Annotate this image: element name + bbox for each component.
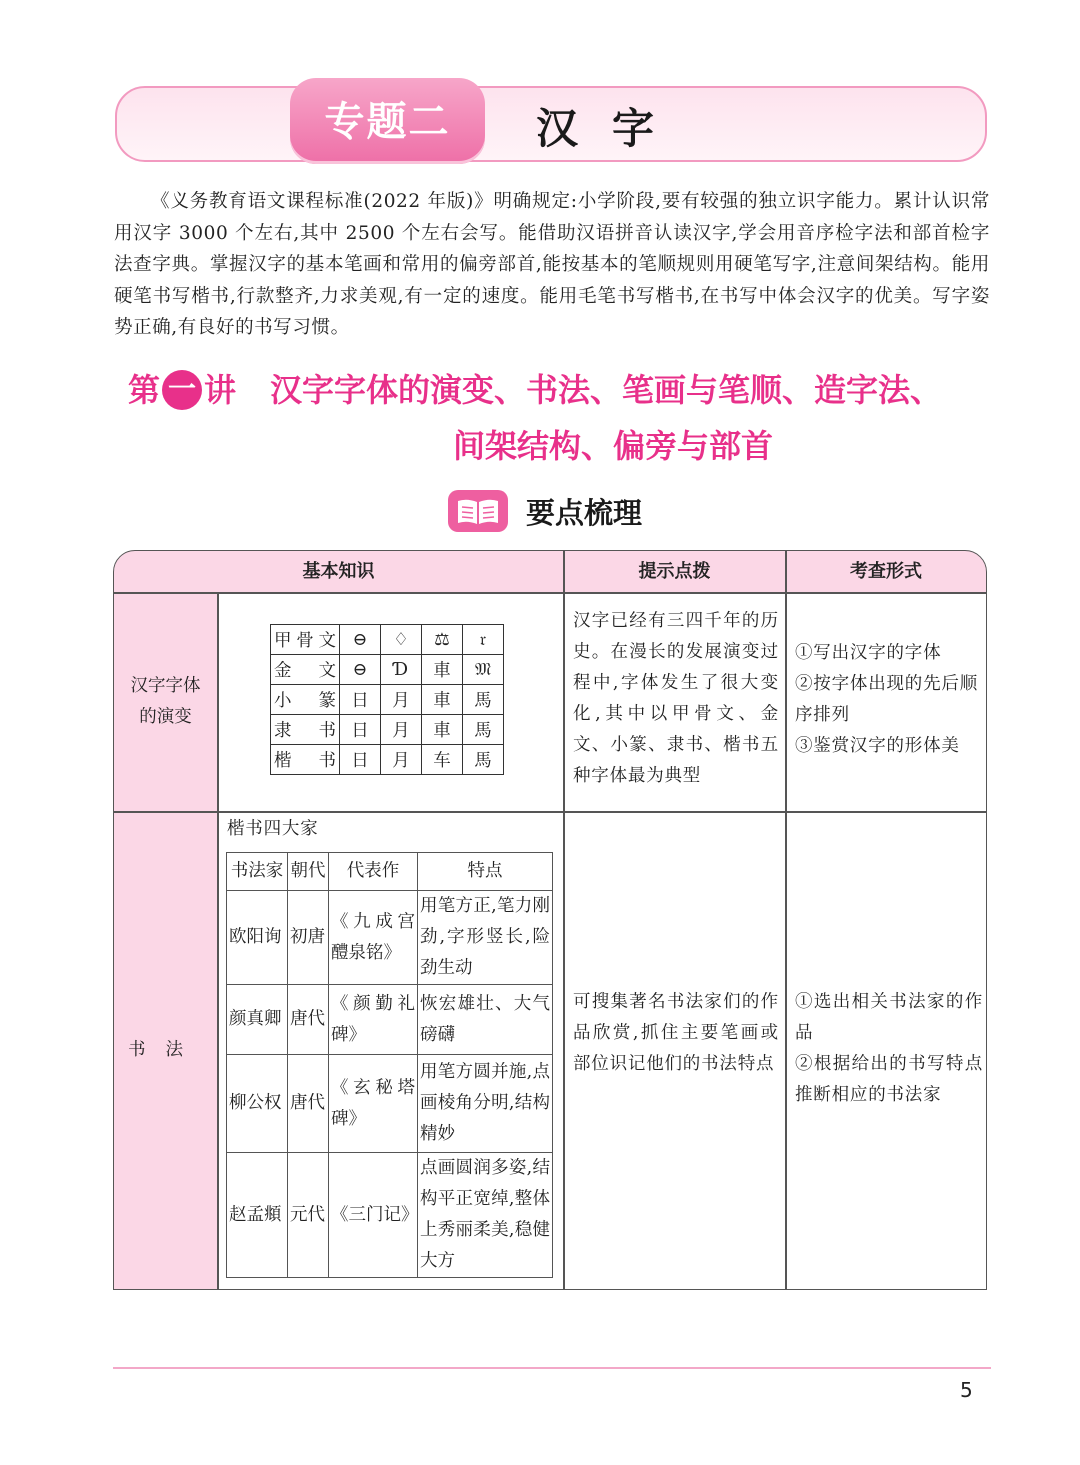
calligrapher-work: 《九成宫醴泉铭》 (329, 891, 418, 985)
calligraphy-tip: 可搜集著名书法家们的作品欣赏,抓住主要笔画或部位识记他们的书法特点 (573, 992, 779, 1074)
calligrapher-work: 《三门记》 (329, 1153, 418, 1278)
glyph-moon: Ɗ (381, 655, 422, 685)
calligrapher-dynasty: 初唐 (288, 891, 329, 985)
glyph-cart: ⚖ (422, 625, 463, 655)
keypoints-title: 要点梳理 (526, 495, 643, 530)
table-row (271, 715, 504, 745)
evolution-exam (795, 638, 983, 762)
script-name: 甲骨文 (271, 625, 340, 655)
glyph-horse: 馬 (463, 745, 504, 775)
column-header: 代表作 (329, 853, 418, 891)
lecture-title-line2: 间架结构、偏旁与部首 (452, 427, 773, 465)
calligrapher-dynasty: 唐代 (288, 1055, 329, 1153)
calligraphy-exam (795, 987, 983, 1111)
calligrapher-name: 欧阳询 (227, 891, 288, 985)
topic-title: 汉字 (536, 104, 689, 153)
lecture-suffix: 讲 (204, 371, 237, 409)
glyph-horse: 𝔯 (463, 625, 504, 655)
column-header: 特点 (418, 853, 553, 891)
glyph-moon: 月 (381, 685, 422, 715)
divider (113, 592, 987, 594)
exam-item: ②根据给出的书写特点推断相应的书法家 (795, 1054, 983, 1105)
divider (217, 592, 219, 1290)
script-name: 隶书 (271, 715, 340, 745)
intro-paragraph: 《义务教育语文课程标准(2022 年版)》明确规定:小学阶段,要有较强的独立识字能力。累计认识常用汉字 3000 个左右,其中 2500 个左右会写。能借助汉语拼音认读汉字,学会用音序检字法和部首检字法查字典。掌握汉字的基本笔画和常用的偏旁部首,能按基本的笔顺规则用硬笔写字,注意间架结构。能用硬笔书写楷书,行款整齐,力求美观,有一定的速度。能用毛笔书写楷书,在书写中体会汉字的优美。写字姿势正确,有良好的书写习惯。 (114, 191, 990, 338)
exam-item: ③鉴赏汉字的形体美 (795, 736, 960, 756)
glyph-sun: ⊖ (340, 625, 381, 655)
script-name: 楷书 (271, 745, 340, 775)
script-name: 小篆 (271, 685, 340, 715)
glyph-sun: 日 (340, 745, 381, 775)
row-label-evolution: 汉字字体的演变 (114, 593, 217, 811)
divider (563, 550, 565, 1290)
calligrapher-dynasty: 元代 (288, 1153, 329, 1278)
table-row (227, 853, 553, 891)
table-row (271, 685, 504, 715)
glyph-cart: 车 (422, 745, 463, 775)
table-row (227, 1055, 553, 1153)
divider (785, 550, 787, 1290)
row-label-calligraphy: 书法 (114, 812, 217, 1289)
lecture-heading (128, 362, 988, 474)
calligrapher-name: 柳公权 (227, 1055, 288, 1153)
table-row (271, 745, 504, 775)
glyph-sun: ⊖ (340, 655, 381, 685)
calligrapher-feature: 用笔方正,笔力刚劲,字形竖长,险劲生动 (418, 891, 553, 985)
table-row (227, 1153, 553, 1278)
calligrapher-feature: 用笔方圆并施,点画棱角分明,结构精妙 (418, 1055, 553, 1153)
table-row (227, 891, 553, 985)
glyph-sun: 日 (340, 715, 381, 745)
glyph-cart: ⾞ (422, 655, 463, 685)
calligrapher-dynasty: 唐代 (288, 985, 329, 1055)
calligrapher-feature: 恢宏雄壮、大气磅礴 (418, 985, 553, 1055)
exam-item: ②按字体出现的先后顺序排列 (795, 674, 978, 725)
glyph-horse: 馬 (463, 685, 504, 715)
table-row (271, 655, 504, 685)
glyph-moon: 月 (381, 715, 422, 745)
glyph-sun: 日 (340, 685, 381, 715)
keypoints-heading (448, 490, 642, 532)
table-header-basic: 基本知识 (114, 550, 563, 592)
glyph-cart: 車 (422, 715, 463, 745)
exam-item: ①写出汉字的字体 (795, 643, 942, 663)
calligrapher-feature: 点画圆润多姿,结构平正宽绰,整体上秀丽柔美,稳健大方 (418, 1153, 553, 1278)
script-name: 金文 (271, 655, 340, 685)
calligrapher-name: 颜真卿 (227, 985, 288, 1055)
topic-badge-label: 专题二 (324, 99, 451, 145)
calligraphers-table (226, 852, 553, 1278)
lecture-title-line1: 汉字字体的演变、书法、笔画与笔顺、造字法、 (270, 371, 943, 409)
table-header-exam: 考查形式 (786, 550, 986, 592)
column-header: 朝代 (288, 853, 329, 891)
calligraphy-subtitle: 楷书四大家 (227, 819, 319, 839)
table-row (271, 625, 504, 655)
column-header: 书法家 (227, 853, 288, 891)
glyph-horse: 馬 (463, 715, 504, 745)
table-header-tips: 提示点拨 (564, 550, 785, 592)
glyph-moon: ♢ (381, 625, 422, 655)
lecture-prefix: 第 (128, 371, 161, 409)
evolution-tip: 汉字已经有三四千年的历史。在漫长的发展演变过程中,字体发生了很大变化,其中以甲骨文、金文、小篆、隶书、楷书五种字体最为典型 (573, 611, 779, 786)
calligrapher-name: 赵孟頫 (227, 1153, 288, 1278)
divider (113, 811, 987, 813)
exam-item: ①选出相关书法家的作品 (795, 992, 983, 1043)
glyph-horse: 𝔐 (463, 655, 504, 685)
calligrapher-work: 《颜勤礼碑》 (329, 985, 418, 1055)
glyph-cart: 車 (422, 685, 463, 715)
topic-badge (290, 78, 485, 164)
glyph-moon: 月 (381, 745, 422, 775)
lecture-number-circle: 一 (162, 370, 202, 410)
calligrapher-work: 《玄秘塔碑》 (329, 1055, 418, 1153)
footer-divider (113, 1367, 991, 1369)
script-evolution-table (270, 624, 504, 775)
page-number: 5 (960, 1378, 973, 1402)
table-row (227, 985, 553, 1055)
open-book-icon (448, 490, 508, 532)
